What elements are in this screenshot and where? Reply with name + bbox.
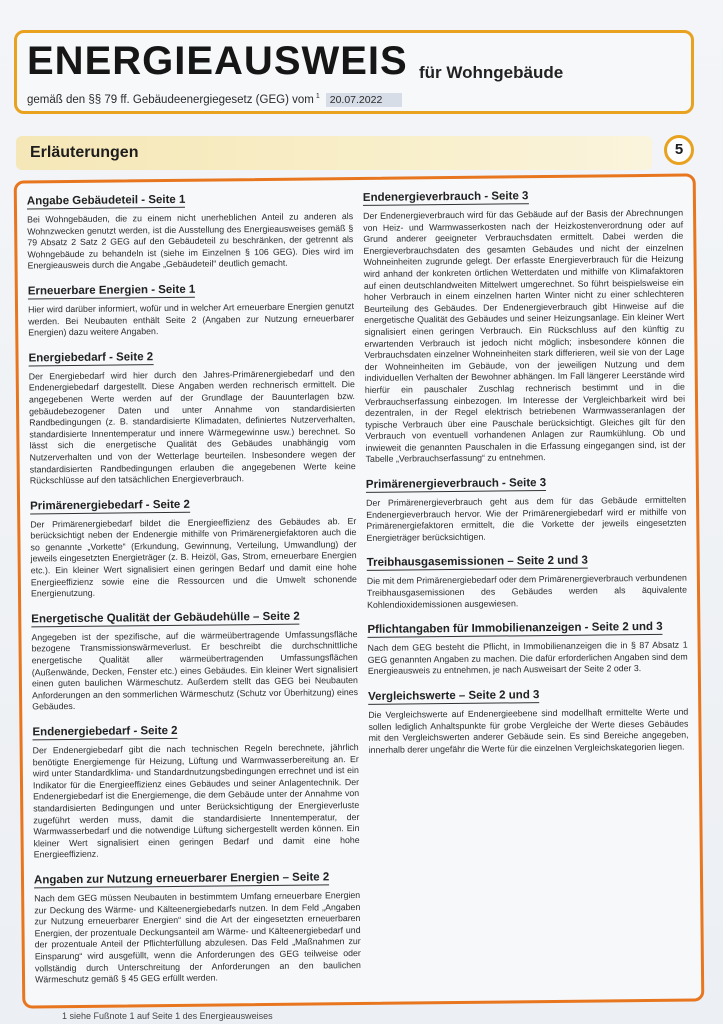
explanation-block bbox=[366, 472, 687, 545]
footnote-marker: 1 bbox=[315, 93, 320, 101]
section-title: Erläuterungen bbox=[30, 144, 139, 161]
block-text: Die Vergleichswerte auf Endenergieebene sind modellhaft ermittelte Werte und sollen lediglich Anhaltspunkte für grobe Vergleiche der Werte dieses Gebäudes mit den Vergleichswerten anderer Gebäude sein. Es sind Bereiche angegeben, innerhalb derer ungefähr die Werte für die einzelnen Vergleichskategorien liegen. bbox=[368, 706, 689, 755]
block-heading: Vergleichswerte – Seite 2 und 3 bbox=[368, 689, 540, 703]
header-box bbox=[14, 30, 694, 114]
law-text: gemäß den §§ 79 ff. Gebäudeenergiegesetz (GEG) vom bbox=[27, 94, 314, 106]
block-text: Der Primärenergieverbrauch geht aus dem für das Gebäude ermittelten Endenergieverbrauch hervor. Wie der Primärenergiebedarf wird er mithilfe von Primärenergiefaktoren ermittelt, die die Vorkette der jeweils eingesetzten Energieträger berücksichtigen. bbox=[366, 494, 687, 543]
block-heading: Endenergiebedarf - Seite 2 bbox=[32, 724, 178, 739]
page-footnote: 1 siehe Fußnote 1 auf Seite 1 des Energieausweises bbox=[62, 1011, 273, 1021]
explanation-block bbox=[363, 185, 686, 466]
page-number-badge: 5 bbox=[664, 135, 694, 165]
explanation-block bbox=[30, 493, 357, 601]
block-heading: Erneuerbare Energien - Seite 1 bbox=[27, 283, 196, 298]
block-text: Die mit dem Primärenergiebedarf oder dem Primärenergieverbrauch verbundenen Treibhausgasemissionen des Gebäudes werden als äquivalente Kohlendioxidemissionen ausgewiesen. bbox=[366, 573, 688, 610]
block-heading: Pflichtangaben für Immobilienanzeigen - Seite 2 und 3 bbox=[367, 621, 663, 637]
block-text: Bei Wohngebäuden, die zu einem nicht unerheblichen Anteil zu anderen als Wohnzwecken genutzt werden, ist die Ausstellung des Energieausweises gemäß § 79 Absatz 2 Satz 2 GEG auf den Gebäudeteil zu beschränken, der getrennt als Wohngebäude zu behandeln ist (siehe im Einzelnen § 106 GEG). Dies wird im Energieausweis durch die Angabe „Gebäudeteil“ deutlich gemacht. bbox=[27, 211, 354, 271]
block-heading: Endenergieverbrauch - Seite 3 bbox=[362, 190, 529, 204]
block-text: Nach dem GEG besteht die Pflicht, in Immobilienanzeigen die in § 87 Absatz 1 GEG genannten Angaben zu machen. Die dafür erforderlichen Angaben sind dem Energieausweis zu entnehmen, je nach Ausweisart der Seite 2 oder 3. bbox=[367, 639, 688, 677]
block-heading: Treibhausgasemissionen – Seite 2 und 3 bbox=[366, 555, 588, 570]
block-heading: Energiebedarf - Seite 2 bbox=[28, 350, 154, 365]
block-text: Der Energiebedarf wird hier durch den Jahres-Primärenergiebedarf und den Endenergiebedarf dargestellt. Diese Angaben werden rechnerisch ermittelt. Die angegebenen Werte werden auf der Grundlage der Bauunterlagen bzw. gebäudebezogener Daten und unter Annahme von standardisierten Randbedingungen (z. B. standardisierte Klimadaten, definiertes Nutzerverhalten, standardisierte Innentemperatur und innere Wärmegewinne usw.) berechnet. So lässt sich die energetische Qualität des Gebäudes unabhängig vom Nutzerverhalten und von der Wetterlage beurteilen. Insbesondere wegen der standardisierten Randbedingungen erlauben die angegebenen Werte keine Rückschlüsse auf den tatsächlichen Energieverbrauch. bbox=[28, 367, 356, 486]
document-title: ENERGIEAUSWEIS bbox=[27, 39, 408, 83]
block-heading: Primärenergieverbrauch - Seite 3 bbox=[365, 477, 547, 491]
law-reference bbox=[27, 93, 402, 107]
block-text: Hier wird darüber informiert, wofür und in welcher Art erneuerbare Energien genutzt werden. Bei Neubauten enthält Seite 2 (Angaben zur Nutzung erneuerbarer Energien) dazu weitere Angaben. bbox=[27, 301, 355, 338]
explanation-block bbox=[367, 550, 688, 611]
left-column bbox=[27, 188, 361, 995]
explanation-block bbox=[28, 345, 355, 487]
explanation-block bbox=[34, 867, 361, 986]
block-heading: Angaben zur Nutzung erneuerbarer Energien – Seite 2 bbox=[33, 871, 330, 887]
explanation-block bbox=[368, 684, 689, 757]
right-column bbox=[363, 185, 689, 766]
block-heading: Primärenergiebedarf - Seite 2 bbox=[30, 498, 190, 513]
block-text: Nach dem GEG müssen Neubauten in bestimmtem Umfang erneuerbare Energien zur Deckung des Wärme- und Kälteenergiebedarfs nutzen. In dem Feld „Angaben zur Nutzung erneuerbarer Energien“ sind die Art der eingesetzten erneuerbaren Energien, der prozentuale Deckungsanteil am Wärme- und Kälteenergiebedarf und der prozentuale Anteil der Pflichterfüllung abzulesen. Das Feld „Maßnahmen zur Einsparung“ wird ausgefüllt, wenn die Anforderungen des GEG teilweise oder vollständig durch Unterschreitung der Anforderungen an den baulichen Wärmeschutz gemäß § 45 GEG erfüllt werden. bbox=[34, 889, 361, 985]
block-text: Angegeben ist der spezifische, auf die wärmeübertragende Umfassungsfläche bezogene Transmissionswärmeverlust. Er beschreibt die durchschnittliche energetische Qualität aller wärmeübertragenden Umfassungsflächen (Außenwände, Decken, Fenster etc.) eines Gebäudes. Ein kleiner Wert signalisiert einen guten baulichen Wärmeschutz. Außerdem stellt das GEG bei Neubauten Anforderungen an den sommerlichen Wärmeschutz (Schutz vor Überhitzung) eines Gebäudes. bbox=[31, 628, 359, 712]
explanation-block bbox=[27, 188, 354, 272]
block-heading: Energetische Qualität der Gebäudehülle – Seite 2 bbox=[31, 610, 300, 626]
block-heading: Angabe Gebäudeteil - Seite 1 bbox=[26, 193, 186, 208]
explanation-block bbox=[28, 278, 355, 339]
block-text: Der Endenergiebedarf gibt die nach technischen Regeln berechnete, jährlich benötigte Energiemenge für Heizung, Lüftung und Warmwasserbereitung an. Er wird unter Standardklima- und Standardnutzungsbedingungen errechnet und ist ein Indikator für die Energieeffizienz eines Gebäudes und seiner Anlagentechnik. Der Endenergiebedarf ist die Energiemenge, die dem Gebäude unter der Annahme von standardisierten Bedingungen und unter Berücksichtigung der Energieverluste zugeführt werden muss, damit die standardisierte Innentemperatur, der Warmwasserbedarf und die notwendige Lüftung sichergestellt werden können. Ein kleiner Wert signalisiert einen geringen Bedarf und damit eine hohe Energieeffizienz. bbox=[32, 742, 360, 860]
explanation-block bbox=[32, 719, 359, 861]
block-text: Der Endenergieverbrauch wird für das Gebäude auf der Basis der Abrechnungen von Heiz- und Warmwasserkosten nach der Heizkostenverordnung oder auf Grund anderer geeigneter Verbrauchsdaten ermittelt. Dabei werden die Energieverbrauchsdaten des gesamten Gebäudes und nicht der einzelnen Wohneinheiten zugrunde gelegt. Der erfasste Energieverbrauch für die Heizung wird anhand der konkreten örtlichen Wetterdaten und mithilfe von Klimafaktoren auf einen deutschlandweiten Mittelwert umgerechnet. So führt beispielsweise ein hoher Verbrauch in einem einzelnen harten Winter nicht zu einer schlechteren Beurteilung des Gebäudes. Der Endenergieverbrauch gibt Hinweise auf die energetische Qualität des Gebäudes und seiner Heizungsanlage. Ein kleiner Wert signalisiert einen geringen Verbrauch. Ein Rückschluss auf den künftig zu erwartenden Verbrauch ist jedoch nicht möglich; insbesondere können die Verbrauchsdaten einzelner Wohneinheiten stark differieren, weil sie von der Lage der Wohneinheiten im Gebäude, von der jeweiligen Nutzung und dem individuellen Verhalten der Bewohner abhängen. Im Fall längerer Leerstände wird hierfür ein pauschaler Zuschlag rechnerisch bestimmt und in die Verbrauchserfassung einbezogen. Im Interesse der Vergleichbarkeit wird bei dezentralen, in der Regel elektrisch betriebenen Warmwasseranlagen der typische Verbrauch über eine Pauschale berücksichtigt. Gleiches gilt für den Verbrauch von eventuell vorhandenen Anlagen zur Raumkühlung. Ob und inwieweit die genannten Pauschalen in die Erfassung eingegangen sind, ist der Tabelle „Verbrauchserfassung“ zu entnehmen. bbox=[363, 207, 686, 465]
explanations-box bbox=[14, 173, 705, 1008]
block-text: Der Primärenergiebedarf bildet die Energieeffizienz des Gebäudes ab. Er berücksichtigt neben der Endenergie mithilfe von Primärenergiefaktoren auch die so genannte „Vorkette“ (Erkundung, Gewinnung, Verteilung, Umwandlung) der jeweils eingesetzten Energieträger (z. B. Heizöl, Gas, Strom, erneuerbare Energien etc.). Ein kleiner Wert signalisiert einen geringen Bedarf und damit eine hohe Energieeffizienz sowie eine die Ressourcen und die Umwelt schonende Energienutzung. bbox=[30, 515, 357, 599]
law-date: 20.07.2022 bbox=[326, 93, 403, 107]
explanation-block bbox=[367, 617, 688, 678]
section-bar bbox=[16, 136, 652, 170]
document-subtitle: für Wohngebäude bbox=[419, 63, 564, 82]
explanation-block bbox=[31, 606, 358, 714]
